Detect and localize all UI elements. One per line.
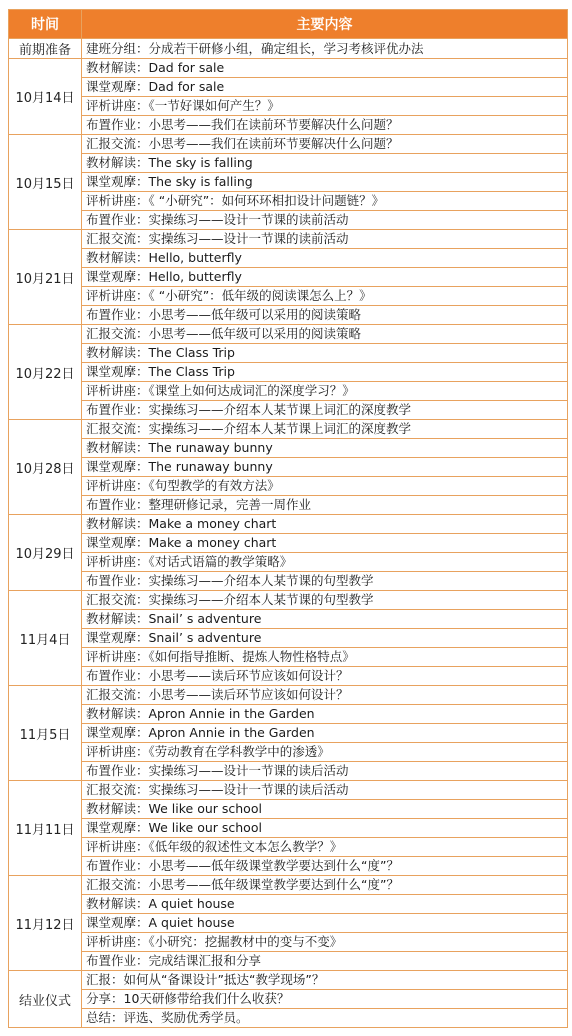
session-item: 汇报交流：小思考——我们在读前环节要解决什么问题？ bbox=[82, 135, 568, 154]
table-row bbox=[9, 572, 568, 591]
table-row bbox=[9, 762, 568, 781]
session-item: 布置作业：小思考——读后环节应该如何设计？ bbox=[82, 667, 568, 686]
table-row bbox=[9, 363, 568, 382]
session-item: 课堂观摩：Dad for sale bbox=[82, 78, 568, 97]
session-item: 课堂观摩：Make a money chart bbox=[82, 534, 568, 553]
table-row bbox=[9, 914, 568, 933]
session-item: 评析讲座：《小研究：挖掘教材中的变与不变》 bbox=[82, 933, 568, 952]
session-item: 课堂观摩：We like our school bbox=[82, 819, 568, 838]
table-row bbox=[9, 135, 568, 154]
session-item: 课堂观摩：Snail’ s adventure bbox=[82, 629, 568, 648]
table-row bbox=[9, 705, 568, 724]
table-row bbox=[9, 743, 568, 762]
session-item: 课堂观摩：Hello, butterfly bbox=[82, 268, 568, 287]
table-row bbox=[9, 325, 568, 344]
header-content: 主要内容 bbox=[82, 10, 568, 39]
table-row bbox=[9, 420, 568, 439]
session-date: 10月14日 bbox=[9, 59, 82, 135]
session-date: 10月28日 bbox=[9, 420, 82, 515]
session-item: 布置作业：整理研修记录，完善一周作业 bbox=[82, 496, 568, 515]
session-item: 教材解读：Apron Annie in the Garden bbox=[82, 705, 568, 724]
table-row bbox=[9, 287, 568, 306]
session-item: 评析讲座：《句型教学的有效方法》 bbox=[82, 477, 568, 496]
table-row bbox=[9, 952, 568, 971]
table-row bbox=[9, 895, 568, 914]
session-item: 教材解读：Snail’ s adventure bbox=[82, 610, 568, 629]
table-row bbox=[9, 648, 568, 667]
schedule-body bbox=[9, 39, 568, 1028]
session-item: 课堂观摩：A quiet house bbox=[82, 914, 568, 933]
session-item: 评析讲座：《对话式语篇的教学策略》 bbox=[82, 553, 568, 572]
table-row bbox=[9, 1009, 568, 1028]
session-item: 汇报：如何从“备课设计”抵达“教学现场”？ bbox=[82, 971, 568, 990]
table-row bbox=[9, 800, 568, 819]
table-row bbox=[9, 515, 568, 534]
session-item: 教材解读：The sky is falling bbox=[82, 154, 568, 173]
table-row bbox=[9, 59, 568, 78]
session-item: 教材解读：Make a money chart bbox=[82, 515, 568, 534]
table-row bbox=[9, 401, 568, 420]
table-header-row bbox=[9, 10, 568, 39]
session-item: 汇报交流：实操练习——设计一节课的读后活动 bbox=[82, 781, 568, 800]
session-item: 布置作业：实操练习——设计一节课的读前活动 bbox=[82, 211, 568, 230]
session-item: 汇报交流：小思考——低年级可以采用的阅读策略 bbox=[82, 325, 568, 344]
table-row bbox=[9, 173, 568, 192]
table-row bbox=[9, 344, 568, 363]
session-item: 评析讲座：《一节好课如何产生？》 bbox=[82, 97, 568, 116]
session-item: 布置作业：小思考——我们在读前环节要解决什么问题？ bbox=[82, 116, 568, 135]
session-date: 前期准备 bbox=[9, 39, 82, 59]
table-row bbox=[9, 876, 568, 895]
session-item: 建班分组：分成若干研修小组，确定组长，学习考核评优办法 bbox=[82, 39, 568, 59]
session-item: 教材解读：Dad for sale bbox=[82, 59, 568, 78]
table-row bbox=[9, 249, 568, 268]
session-item: 汇报交流：实操练习——介绍本人某节课上词汇的深度教学 bbox=[82, 420, 568, 439]
session-item: 汇报交流：实操练习——介绍本人某节课的句型教学 bbox=[82, 591, 568, 610]
table-row bbox=[9, 971, 568, 990]
table-row bbox=[9, 933, 568, 952]
session-date: 10月22日 bbox=[9, 325, 82, 420]
session-item: 汇报交流：小思考——读后环节应该如何设计？ bbox=[82, 686, 568, 705]
session-item: 课堂观摩：Apron Annie in the Garden bbox=[82, 724, 568, 743]
session-date: 结业仪式 bbox=[9, 971, 82, 1028]
session-item: 教材解读：We like our school bbox=[82, 800, 568, 819]
table-row bbox=[9, 477, 568, 496]
session-item: 课堂观摩：The sky is falling bbox=[82, 173, 568, 192]
table-row bbox=[9, 97, 568, 116]
table-row bbox=[9, 306, 568, 325]
session-date: 11月11日 bbox=[9, 781, 82, 876]
session-item: 布置作业：完成结课汇报和分享 bbox=[82, 952, 568, 971]
table-row bbox=[9, 724, 568, 743]
session-item: 布置作业：实操练习——介绍本人某节课上词汇的深度教学 bbox=[82, 401, 568, 420]
schedule-table bbox=[8, 9, 568, 1028]
table-row bbox=[9, 78, 568, 97]
table-row bbox=[9, 382, 568, 401]
table-row bbox=[9, 116, 568, 135]
table-row bbox=[9, 154, 568, 173]
table-row bbox=[9, 496, 568, 515]
session-date: 11月5日 bbox=[9, 686, 82, 781]
table-row bbox=[9, 857, 568, 876]
table-row bbox=[9, 610, 568, 629]
table-row bbox=[9, 990, 568, 1009]
session-item: 教材解读：Hello, butterfly bbox=[82, 249, 568, 268]
session-item: 总结：评选、奖励优秀学员。 bbox=[82, 1009, 568, 1028]
session-item: 评析讲座：《如何指导推断、提炼人物性格特点》 bbox=[82, 648, 568, 667]
table-row bbox=[9, 230, 568, 249]
session-item: 课堂观摩：The Class Trip bbox=[82, 363, 568, 382]
session-item: 评析讲座：《劳动教育在学科教学中的渗透》 bbox=[82, 743, 568, 762]
session-item: 教材解读：The Class Trip bbox=[82, 344, 568, 363]
table-row bbox=[9, 667, 568, 686]
table-row bbox=[9, 458, 568, 477]
table-row bbox=[9, 534, 568, 553]
session-item: 评析讲座：《 “小研究”：低年级的阅读课怎么上？》 bbox=[82, 287, 568, 306]
header-time: 时间 bbox=[9, 10, 82, 39]
session-item: 汇报交流：小思考——低年级课堂教学要达到什么“度”？ bbox=[82, 876, 568, 895]
table-row bbox=[9, 686, 568, 705]
session-date: 10月15日 bbox=[9, 135, 82, 230]
session-item: 分享：10天研修带给我们什么收获？ bbox=[82, 990, 568, 1009]
table-row bbox=[9, 439, 568, 458]
table-row bbox=[9, 192, 568, 211]
session-item: 布置作业：实操练习——设计一节课的读后活动 bbox=[82, 762, 568, 781]
table-row bbox=[9, 211, 568, 230]
table-row bbox=[9, 629, 568, 648]
session-date: 10月29日 bbox=[9, 515, 82, 591]
session-date: 11月4日 bbox=[9, 591, 82, 686]
session-item: 评析讲座：《课堂上如何达成词汇的深度学习？》 bbox=[82, 382, 568, 401]
table-row bbox=[9, 553, 568, 572]
table-row bbox=[9, 781, 568, 800]
table-row bbox=[9, 591, 568, 610]
table-row bbox=[9, 268, 568, 287]
table-row bbox=[9, 819, 568, 838]
session-item: 布置作业：小思考——低年级可以采用的阅读策略 bbox=[82, 306, 568, 325]
session-item: 评析讲座：《低年级的叙述性文本怎么教学？》 bbox=[82, 838, 568, 857]
session-date: 10月21日 bbox=[9, 230, 82, 325]
table-row bbox=[9, 838, 568, 857]
session-item: 教材解读：The runaway bunny bbox=[82, 439, 568, 458]
table-row bbox=[9, 39, 568, 59]
session-item: 布置作业：实操练习——介绍本人某节课的句型教学 bbox=[82, 572, 568, 591]
session-item: 汇报交流：实操练习——设计一节课的读前活动 bbox=[82, 230, 568, 249]
session-date: 11月12日 bbox=[9, 876, 82, 971]
session-item: 教材解读：A quiet house bbox=[82, 895, 568, 914]
session-item: 布置作业：小思考——低年级课堂教学要达到什么“度”？ bbox=[82, 857, 568, 876]
session-item: 评析讲座：《 “小研究”：如何环环相扣设计问题链？》 bbox=[82, 192, 568, 211]
session-item: 课堂观摩：The runaway bunny bbox=[82, 458, 568, 477]
